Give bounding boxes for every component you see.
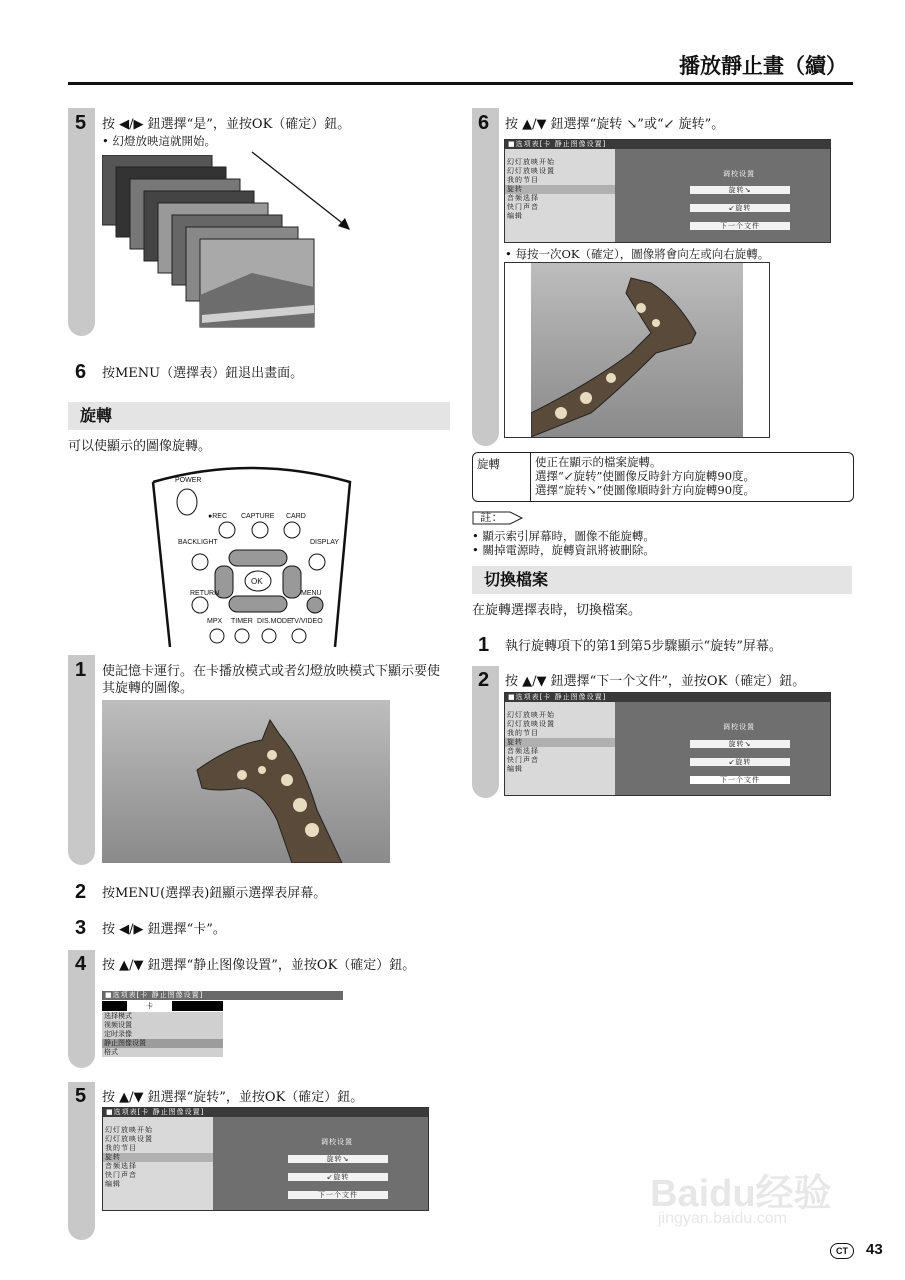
rotate-info-table: [472, 452, 854, 502]
giraffe-photo: [102, 700, 390, 863]
bullet-text: • 幻燈放映這就開始。: [102, 134, 216, 148]
menu-item-list: [505, 702, 615, 795]
option-next-file[interactable]: 下一个文件: [288, 1191, 388, 1199]
note-tag-label: 註：: [480, 510, 503, 524]
step-text: 按 ▲/▼ 鈕選擇“旋转”，並按OK（確定）鈕。: [102, 1090, 364, 1105]
step-number: 2: [75, 881, 87, 903]
arrow-icon: [250, 150, 355, 235]
menu-item-selected[interactable]: 旋转: [505, 738, 615, 747]
menu-item[interactable]: 快门声音: [507, 203, 539, 211]
menu-tab-card[interactable]: 卡: [127, 1001, 172, 1011]
ok-button-label: OK: [251, 577, 263, 586]
menu-item-list: [102, 1012, 223, 1057]
option-rotate-counterclockwise[interactable]: ↙旋转: [288, 1173, 388, 1181]
step-bar: [472, 108, 499, 446]
menu-item[interactable]: 幻灯放映设置: [507, 720, 555, 728]
step-bar: [68, 108, 95, 336]
option-rotate-counterclockwise[interactable]: ↙旋转: [690, 204, 790, 212]
step-text: 按 ▲/▼ 鈕選擇“下一个文件”，並按OK（確定）鈕。: [505, 674, 806, 689]
menu-item[interactable]: 幻灯放映设置: [507, 167, 555, 175]
step-text: 按MENU(選擇表)鈕顯示選擇表屏幕。: [102, 886, 327, 901]
step-number: 6: [75, 361, 87, 383]
option-next-file-selected[interactable]: 下一个文件: [690, 776, 790, 784]
section-description: 可以使顯示的圖像旋轉。: [68, 439, 212, 454]
menu-item[interactable]: 我的节目: [507, 729, 539, 737]
step-text: 按 ▲/▼ 鈕選擇“静止图像设置”，並按OK（確定）鈕。: [102, 958, 416, 973]
menu-item-list: [103, 1117, 213, 1210]
menu-item[interactable]: 编辑: [507, 765, 523, 773]
step-number: 4: [75, 953, 87, 975]
menu-right-title: 调校设置: [321, 1138, 353, 1146]
section-title: 旋轉: [80, 406, 113, 425]
menu-item[interactable]: 快门声音: [105, 1171, 137, 1179]
note-item: • 關掉電源時，旋轉資訊將被刪除。: [472, 543, 655, 557]
option-rotate-clockwise[interactable]: 旋转↘: [288, 1155, 388, 1163]
step-number: 2: [478, 669, 490, 691]
osd-menu-next-file: [504, 692, 831, 796]
menu-item[interactable]: 幻灯放映设置: [105, 1135, 153, 1143]
menu-item[interactable]: 幻灯放映开始: [507, 158, 555, 166]
page-number: 43: [866, 1241, 883, 1258]
mpx-label: MPX: [207, 618, 223, 625]
menu-header: ■选项表[卡 静止图像设置]: [505, 693, 830, 702]
menu-item-selected[interactable]: 旋转: [103, 1153, 213, 1162]
section-header-switch-file: [472, 566, 852, 594]
rotated-giraffe-image: [531, 263, 743, 437]
option-rotate-counterclockwise[interactable]: ↙旋转: [690, 758, 790, 766]
menu-header: ■选项表[卡 静止图像设置]: [102, 991, 343, 1000]
rotated-image-frame: [504, 262, 770, 438]
step-text: 執行旋轉項下的第1到第5步驟顯示“旋转”屏幕。: [505, 639, 782, 654]
menu-item-list: [505, 149, 615, 242]
menu-item-selected[interactable]: 静止图像设置: [102, 1039, 223, 1048]
rotated-giraffe-photo: [531, 263, 743, 437]
table-line: 使正在顯示的檔案旋轉。: [535, 455, 662, 469]
menu-label: MENU: [301, 590, 322, 597]
menu-item[interactable]: 视频设置: [104, 1021, 132, 1029]
backlight-label: BACKLIGHT: [178, 539, 218, 546]
step-number: 6: [478, 112, 490, 134]
giraffe-image: [102, 700, 390, 863]
menu-item-selected[interactable]: 旋转: [505, 185, 615, 194]
table-line: 選擇“旋转↘”使圖像順時針方向旋轉90度。: [535, 483, 756, 497]
step-number: 5: [75, 1085, 87, 1107]
menu-item[interactable]: 选择模式: [104, 1012, 132, 1020]
step-text: 按MENU（選擇表）鈕退出畫面。: [102, 366, 304, 381]
menu-item[interactable]: 音频选择: [507, 194, 539, 202]
table-line: 選擇“↙旋转”使圖像反時針方向旋轉90度。: [535, 469, 756, 483]
step-text: 按 ◀/▶ 鈕選擇“是”，並按OK（確定）鈕。: [102, 117, 351, 132]
section-header-rotate: [68, 402, 450, 430]
menu-item[interactable]: 我的节目: [105, 1144, 137, 1152]
language-badge: CT: [830, 1243, 854, 1259]
step-bar: [68, 655, 95, 865]
menu-header: ■选项表[卡 静止图像设置]: [505, 140, 830, 149]
title-rule: [68, 82, 853, 85]
menu-item[interactable]: 音频选择: [105, 1162, 137, 1170]
menu-item[interactable]: 我的节目: [507, 176, 539, 184]
menu-header: ■选项表[卡 静止图像设置]: [103, 1108, 428, 1117]
step-text: 按 ▲/▼ 鈕選擇“旋转 ↘”或“↙ 旋转”。: [505, 117, 725, 132]
option-rotate-clockwise[interactable]: 旋转↘: [690, 740, 790, 748]
option-next-file[interactable]: 下一个文件: [690, 222, 790, 230]
timer-label: TIMER: [231, 618, 253, 625]
section-title: 切換檔案: [484, 570, 549, 589]
option-rotate-clockwise[interactable]: 旋转↘: [690, 186, 790, 194]
power-label: POWER: [175, 477, 202, 484]
menu-right-title: 调校设置: [723, 170, 755, 178]
card-label: CARD: [286, 513, 306, 520]
step-text: 使記憶卡運行。在卡播放模式或者幻燈放映模式下顯示要使其旋轉的圖像。: [102, 664, 441, 696]
step-text: 按 ◀/▶ 鈕選擇“卡”。: [102, 922, 226, 937]
step-number: 5: [75, 112, 87, 134]
page-title: 播放靜止畫（續）: [679, 54, 847, 78]
rec-label: ●REC: [208, 513, 228, 520]
menu-item[interactable]: 定时录像: [104, 1030, 132, 1038]
step-number: 1: [75, 659, 87, 681]
remote-control-illustration: [145, 462, 360, 647]
menu-right-title: 调校设置: [723, 723, 755, 731]
section-description: 在旋轉選擇表時，切換檔案。: [472, 603, 642, 618]
baidu-watermark: [640, 1140, 860, 1240]
display-label: DISPLAY: [310, 539, 340, 546]
menu-item[interactable]: 幻灯放映开始: [507, 711, 555, 719]
note-item: • 顯示索引屏幕時，圖像不能旋轉。: [472, 529, 655, 543]
table-label: 旋轉: [477, 457, 500, 471]
dismode-label: DIS.MODE: [257, 618, 292, 625]
osd-menu-rotate: [504, 139, 831, 243]
menu-item[interactable]: 格式: [104, 1048, 118, 1056]
table-divider: [530, 453, 531, 501]
tvvideo-label: TV/VIDEO: [290, 618, 323, 625]
menu-item[interactable]: 编辑: [105, 1180, 121, 1188]
capture-label: CAPTURE: [241, 513, 275, 520]
note-tag: [472, 511, 522, 525]
watermark-logo-text: Baidu经验: [650, 1173, 832, 1215]
return-label: RETURN: [190, 590, 220, 597]
step-number: 1: [478, 634, 490, 656]
osd-menu-card: [102, 991, 344, 1065]
bullet-text: • 每按一次OK（確定），圖像將會向左或向右旋轉。: [505, 247, 770, 261]
osd-menu-rotate: [102, 1107, 429, 1211]
menu-item[interactable]: 编辑: [507, 212, 523, 220]
watermark-url: jingyan.baidu.com: [658, 1210, 787, 1227]
menu-item[interactable]: 快门声音: [507, 756, 539, 764]
step-number: 3: [75, 917, 87, 939]
menu-item[interactable]: 幻灯放映开始: [105, 1126, 153, 1134]
menu-item[interactable]: 音频选择: [507, 747, 539, 755]
